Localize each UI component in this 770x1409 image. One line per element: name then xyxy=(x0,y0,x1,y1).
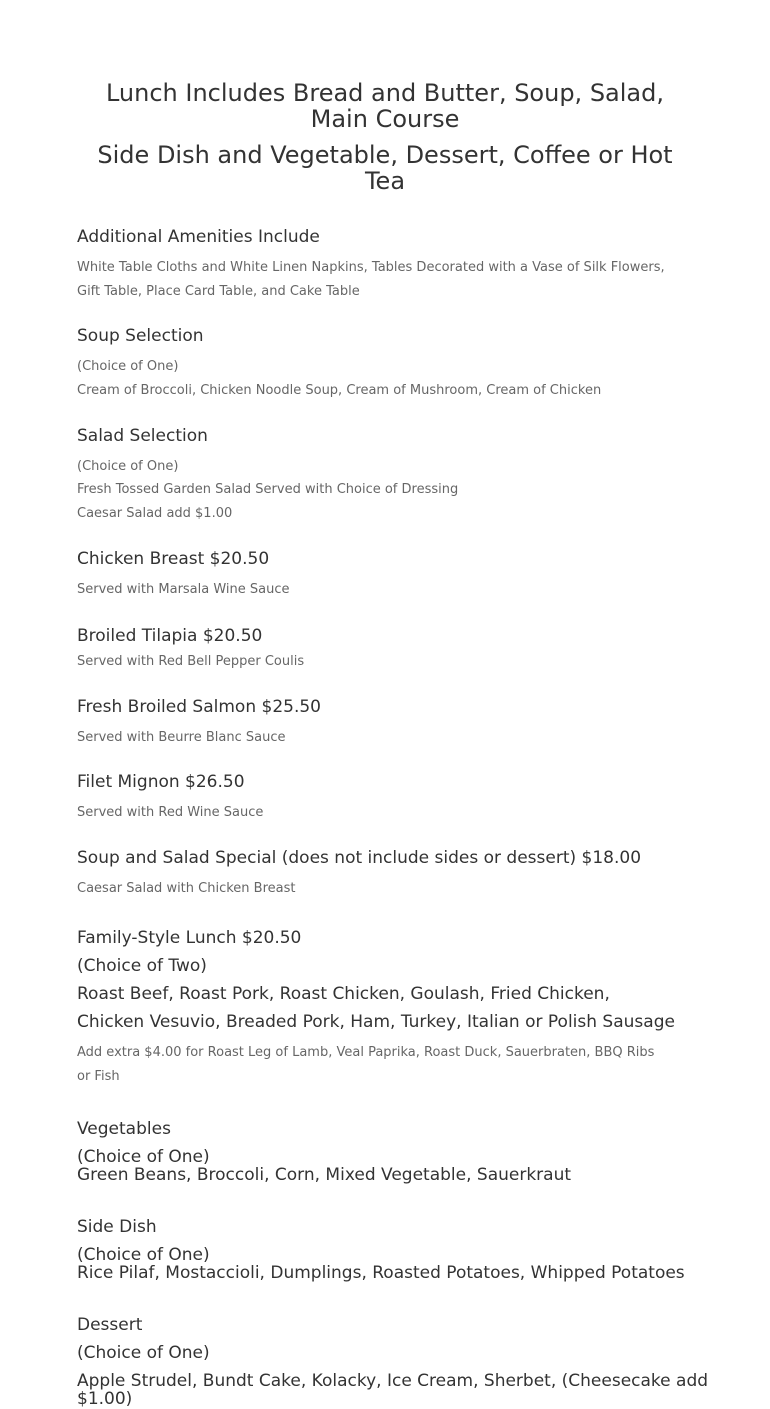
page-title-line-3: Side Dish and Vegetable, Dessert, Coffee or Hot xyxy=(97,141,673,169)
amenities-text-line-1: White Table Cloths and White Linen Napkins, Tables Decorated with a Vase of Silk Flowers, xyxy=(77,260,665,275)
salad-item-garden: Fresh Tossed Garden Salad Served with Choice of Dressing xyxy=(77,482,459,497)
entree-name: Broiled Tilapia $20.50 xyxy=(77,626,263,646)
family-heading: Family-Style Lunch $20.50 xyxy=(77,928,302,948)
soup-heading: Soup Selection xyxy=(77,326,204,346)
salad-choice: (Choice of One) xyxy=(77,459,179,474)
side-choice: (Choice of One) xyxy=(77,1245,210,1265)
family-choice: (Choice of Two) xyxy=(77,956,207,976)
entree-name: Fresh Broiled Salmon $25.50 xyxy=(77,697,321,717)
salad-heading: Salad Selection xyxy=(77,426,208,446)
soup-items: Cream of Broccoli, Chicken Noodle Soup, Cream of Mushroom, Cream of Chicken xyxy=(77,383,602,398)
salad-item-caesar: Caesar Salad add $1.00 xyxy=(77,506,233,521)
vegetables-heading: Vegetables xyxy=(77,1119,171,1139)
entree-desc: Served with Red Bell Pepper Coulis xyxy=(77,654,305,669)
dessert-heading: Dessert xyxy=(77,1315,143,1335)
dessert-items-line-2: $1.00) xyxy=(77,1389,133,1409)
family-extra-line-2: or Fish xyxy=(77,1069,120,1084)
soup-choice: (Choice of One) xyxy=(77,359,179,374)
entree-desc: Served with Marsala Wine Sauce xyxy=(77,582,290,597)
family-items-line-1: Roast Beef, Roast Pork, Roast Chicken, Goulash, Fried Chicken, xyxy=(77,984,610,1004)
entree-desc: Served with Red Wine Sauce xyxy=(77,805,264,820)
family-extra-line-1: Add extra $4.00 for Roast Leg of Lamb, Veal Paprika, Roast Duck, Sauerbraten, BBQ Ribs xyxy=(77,1045,655,1060)
amenities-heading: Additional Amenities Include xyxy=(77,227,320,247)
page-title-line-4: Tea xyxy=(364,167,406,195)
entree-name: Filet Mignon $26.50 xyxy=(77,772,245,792)
page-title-line-2: Main Course xyxy=(310,105,460,133)
entree-name: Chicken Breast $20.50 xyxy=(77,549,270,569)
vegetables-choice: (Choice of One) xyxy=(77,1147,210,1167)
vegetables-items: Green Beans, Broccoli, Corn, Mixed Vegetable, Sauerkraut xyxy=(77,1165,572,1185)
side-items: Rice Pilaf, Mostaccioli, Dumplings, Roasted Potatoes, Whipped Potatoes xyxy=(77,1263,685,1283)
dessert-choice: (Choice of One) xyxy=(77,1343,210,1363)
entree-desc: Caesar Salad with Chicken Breast xyxy=(77,881,296,896)
menu-page xyxy=(77,0,709,1409)
page-title-line-1: Lunch Includes Bread and Butter, Soup, Salad, xyxy=(105,79,664,107)
side-heading: Side Dish xyxy=(77,1217,157,1237)
dessert-items-line-1: Apple Strudel, Bundt Cake, Kolacky, Ice Cream, Sherbet, (Cheesecake add xyxy=(77,1371,709,1391)
amenities-text-line-2: Gift Table, Place Card Table, and Cake Table xyxy=(77,284,360,299)
entree-name: Soup and Salad Special (does not include sides or dessert) $18.00 xyxy=(77,848,642,868)
family-items-line-2: Chicken Vesuvio, Breaded Pork, Ham, Turkey, Italian or Polish Sausage xyxy=(77,1012,675,1032)
entree-desc: Served with Beurre Blanc Sauce xyxy=(77,730,286,745)
